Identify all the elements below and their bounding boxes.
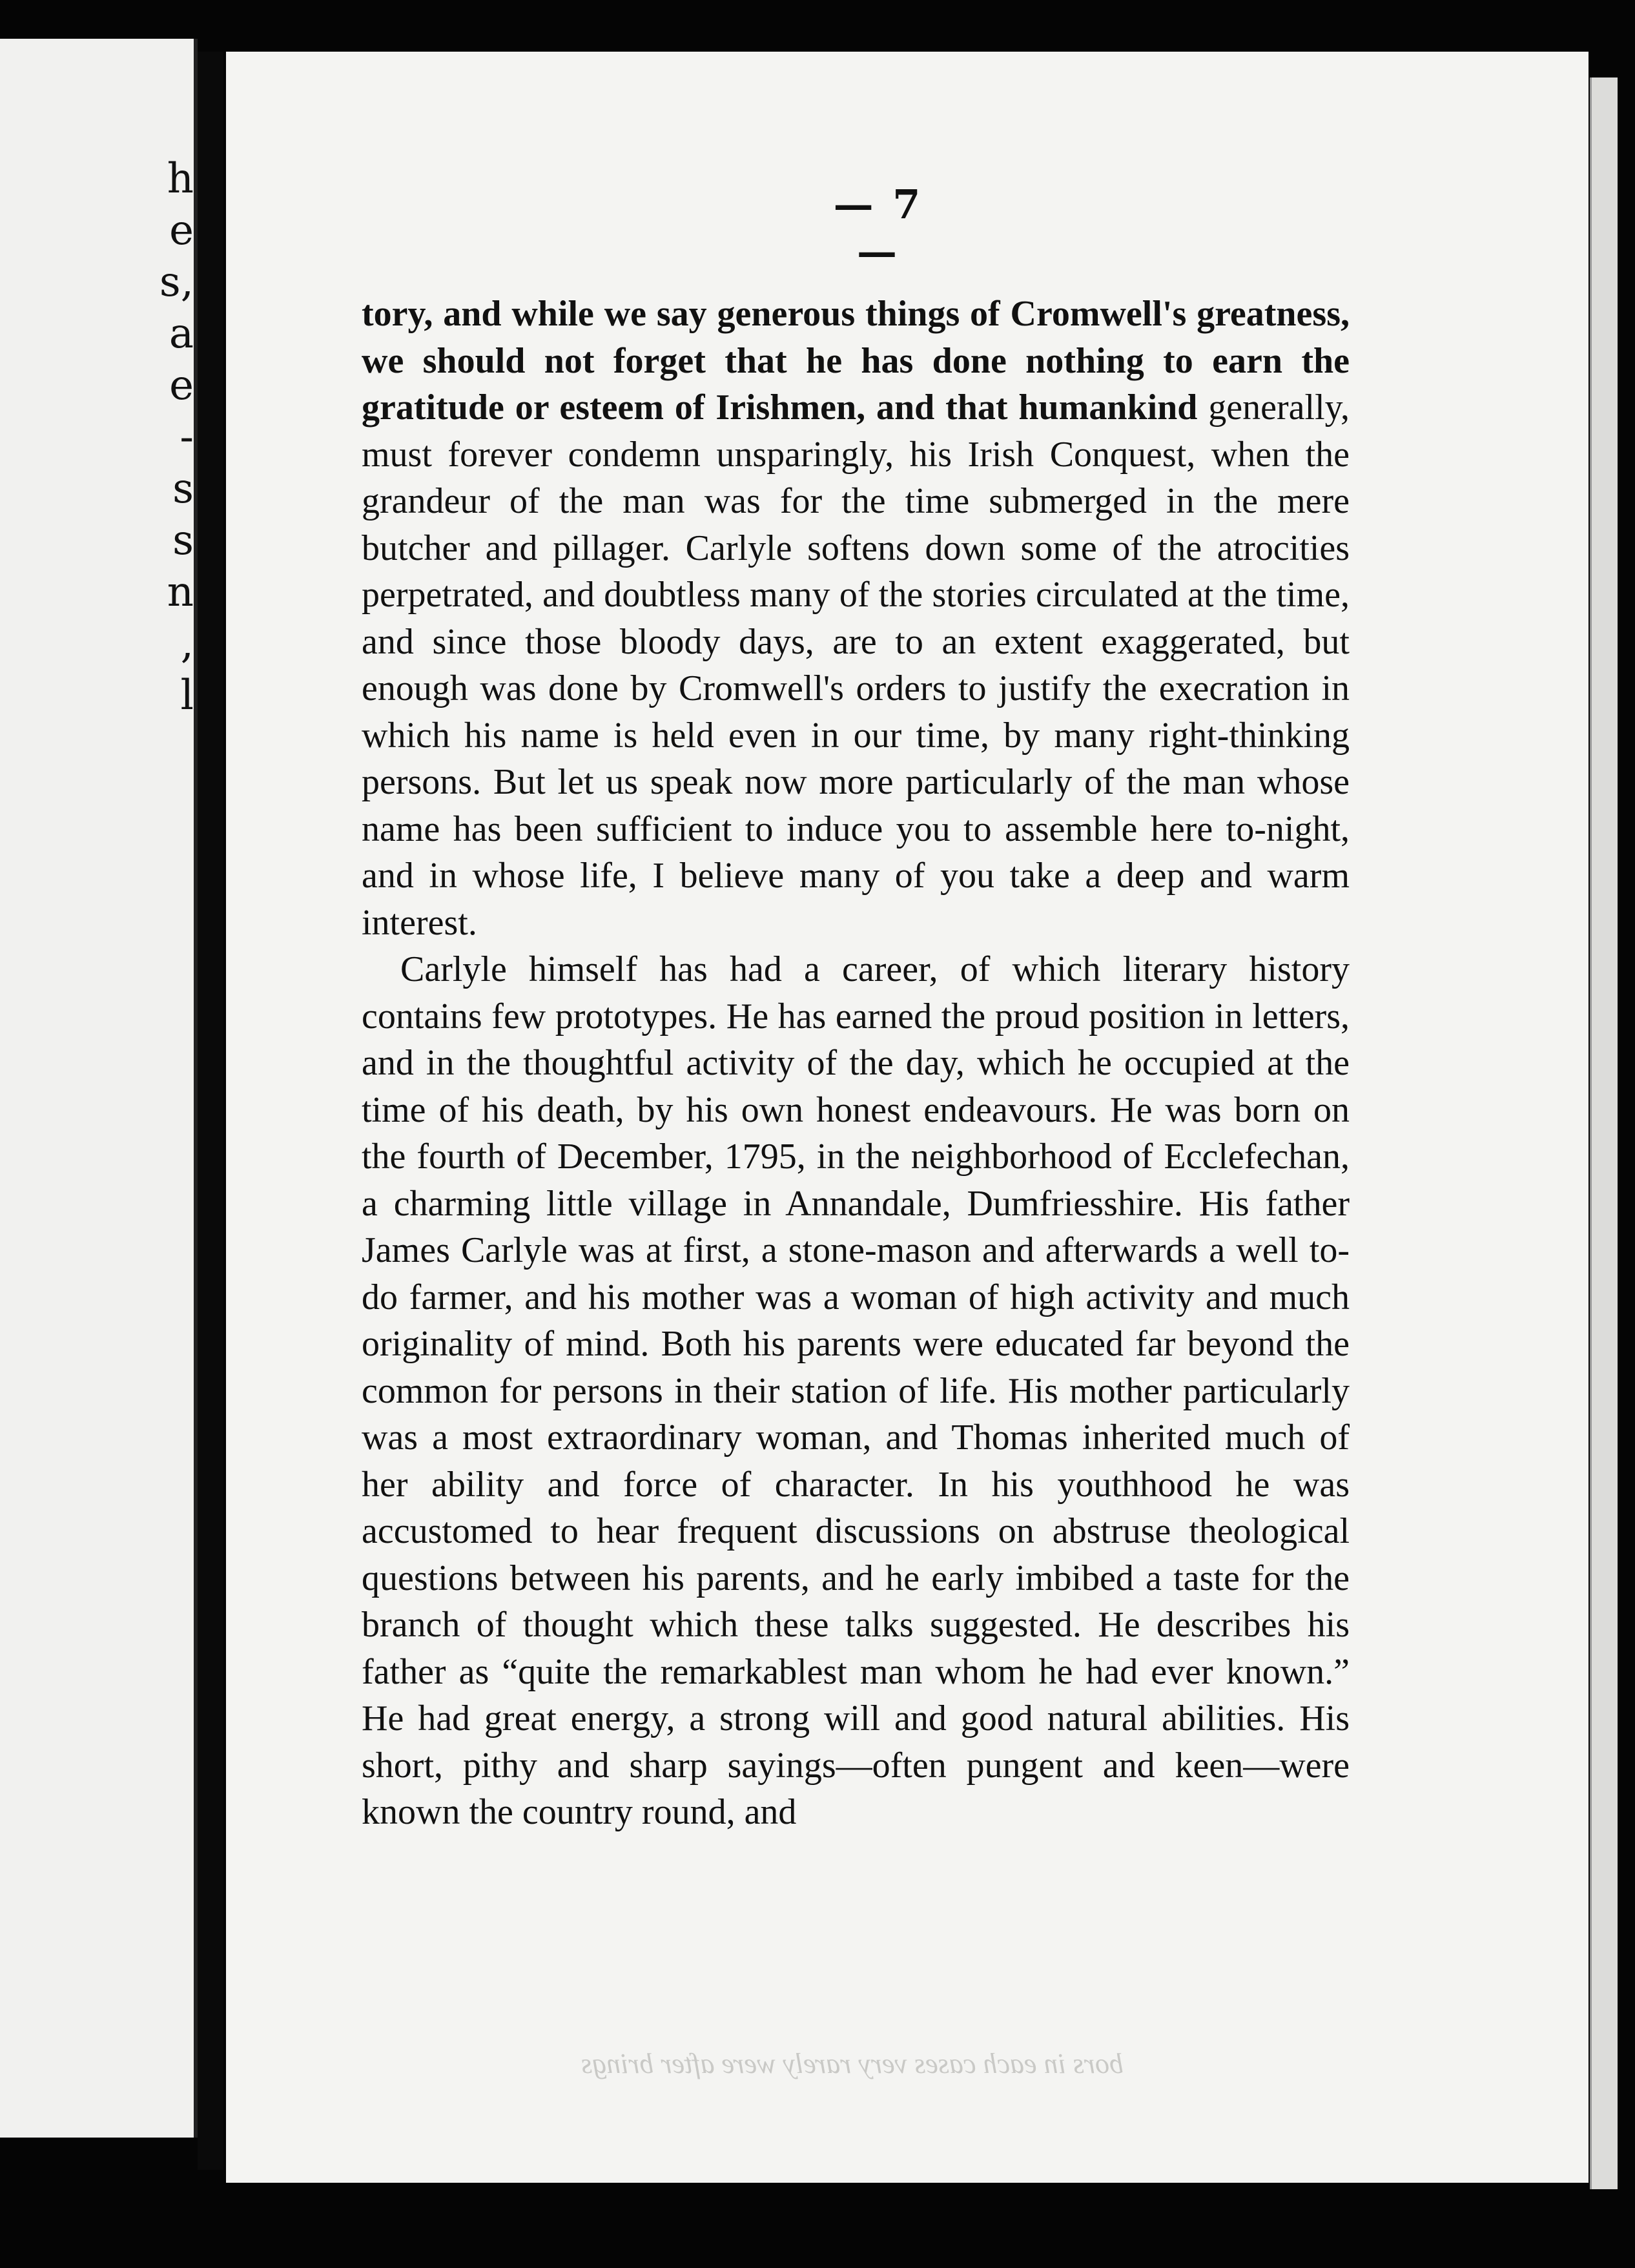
facing-page-fragment: n (167, 568, 194, 616)
paragraph-lead: tory, and while we say generous things of Cromwell's greatness, we should not forget that he has done nothing to earn the gratitude or esteem of Irishmen, and that humankind (362, 294, 1350, 428)
page-edge (1590, 77, 1618, 2189)
facing-page-fragment: e (169, 207, 194, 254)
facing-page-fragment: a (169, 310, 194, 358)
page-number: — 7 — (833, 181, 923, 275)
facing-page (0, 39, 198, 2138)
facing-page-fragment: - (180, 413, 194, 461)
facing-page-fragment: s (172, 465, 194, 513)
paragraph-text: Carlyle himself has had a career, of which literary history contains few prototypes. He has earned the proud position in letters, and in the thoughtful activity of the day, which he occupied at the time of his death, by his own honest endeavours. He was born on the fourth of December, 1795, in the neighborhood of Ecclefechan, a charming little village in Annandale, Dumfriesshire. His father James Carlyle was at first, a stone-mason and afterwards a well to-do farmer, and his mother was a woman of high activity and much originality of mind. Both his parents were educated far beyond the common for persons in their station of life. His mother particularly was a most extraordinary woman, and Thomas inherited much of her ability and force of character. In his youthhood he was accustomed to hear frequent discussions on abstruse theological questions between his parents, and he early imbibed a taste for the branch of thought which these talks suggested. He describes his father as “quite the remarkablest man whom he had ever known.” He had great energy, a strong will and good natural abilities. His short, pithy and sharp sayings—often pungent and keen—were known the country round, and (362, 949, 1350, 1832)
facing-page-fragment: , (180, 620, 194, 668)
facing-page-fragment: h (167, 155, 194, 203)
paragraph (362, 946, 1350, 1836)
facing-page-fragment: e (169, 362, 194, 409)
book-spine (198, 52, 223, 2170)
paragraph-text: generally, must forever condemn unsparingly, his Irish Conquest, when the grandeur of the man was for the time submerged in the mere butcher and pillager. Carlyle softens down some of the atrocities perpetrated, and doubtless many of the stories circulated at the time, and since those bloody days, are to an extent exaggerated, but enough was done by Cromwell's orders to justify the execration in which his name is held even in our time, by many right-thinking persons. But let us speak now more particularly of the man whose name has been sufficient to induce you to assemble here to-night, and in whose life, I believe many of you take a deep and warm interest. (362, 387, 1350, 943)
paragraph (362, 291, 1350, 946)
facing-page-fragment: s (172, 517, 194, 564)
facing-page-fragment: s, (159, 258, 194, 306)
bleed-through-text: bors in each cases very rarely were after brings (581, 2048, 1124, 2079)
facing-page-fragment: l (180, 672, 194, 719)
body-text (362, 291, 1350, 1836)
